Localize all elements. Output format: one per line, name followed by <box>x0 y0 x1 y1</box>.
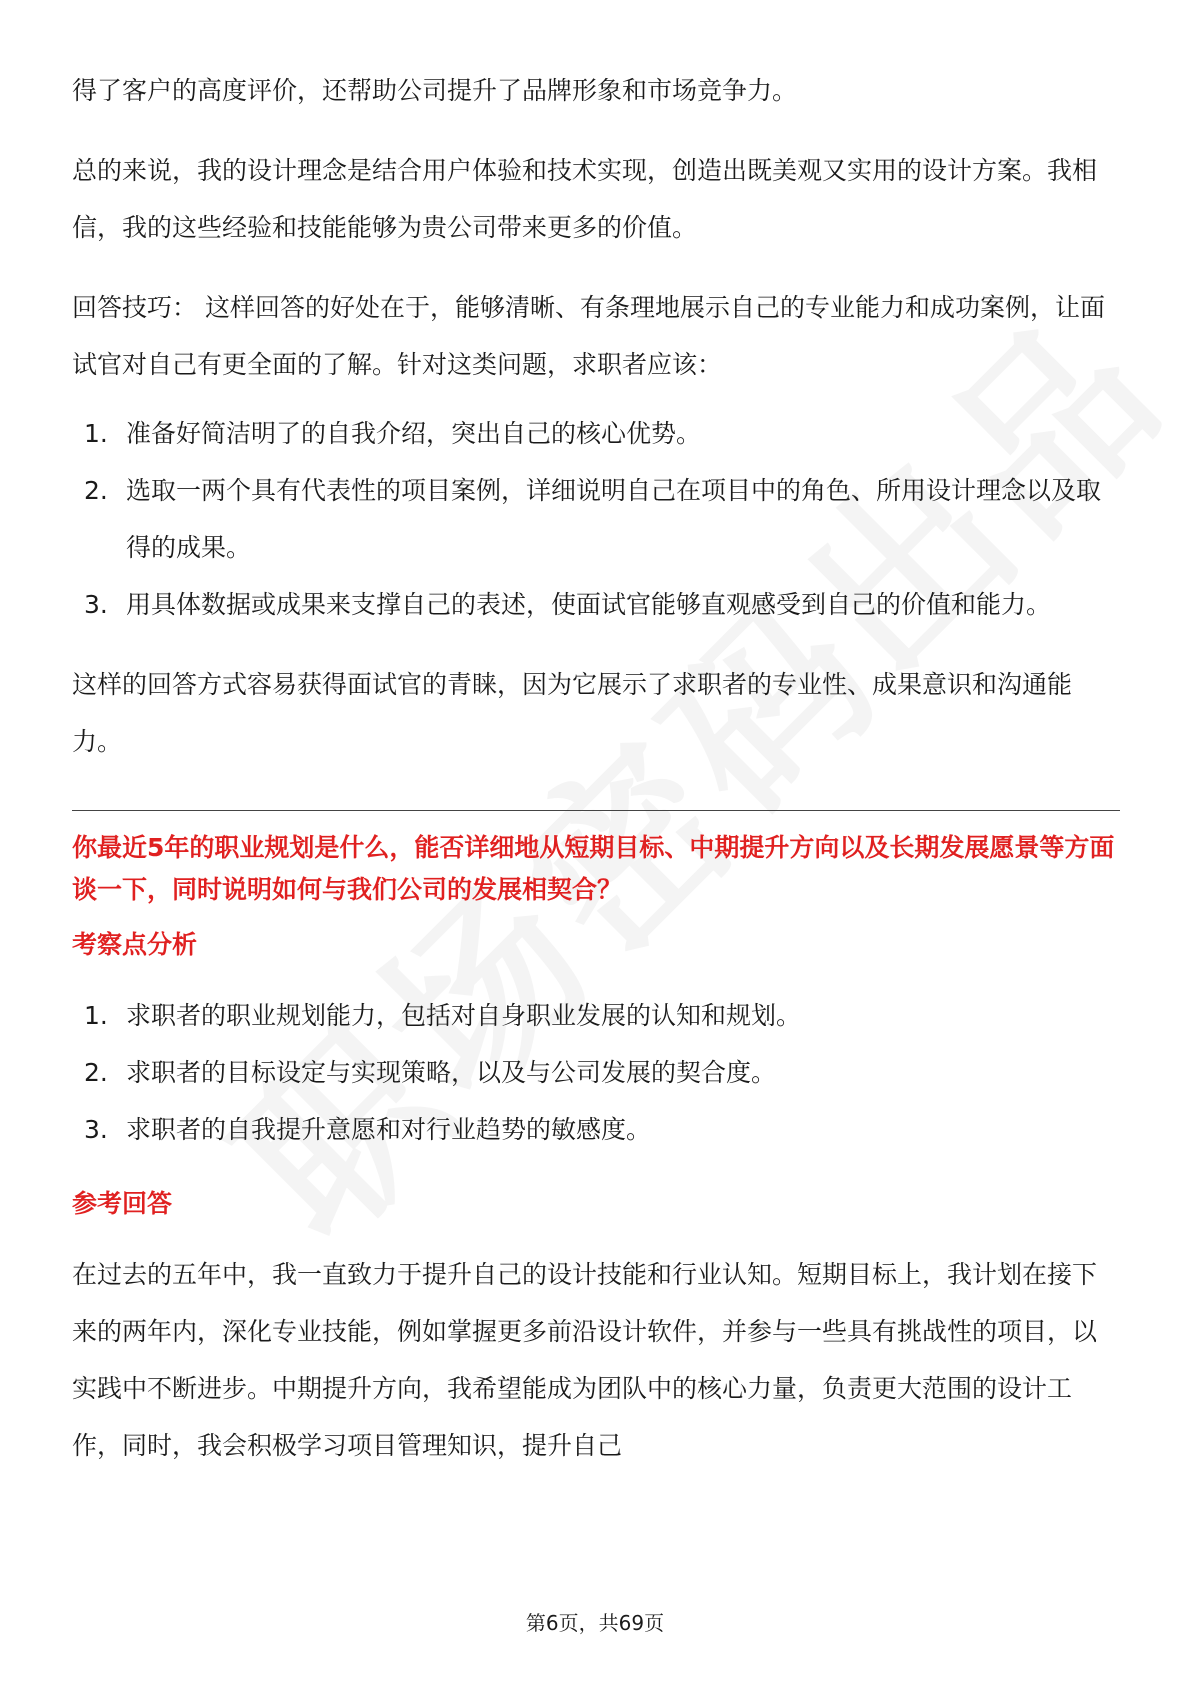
list-item-text: 准备好简洁明了的自我介绍，突出自己的核心优势。 <box>126 419 702 448</box>
answer-tips-paragraph: 回答技巧： 这样回答的好处在于，能够清晰、有条理地展示自己的专业能力和成功案例，让面试官对自己有更全面的了解。针对这类问题，求职者应该： <box>72 293 1105 379</box>
list-number: 2. <box>84 476 108 505</box>
list-number: 3. <box>84 1115 108 1144</box>
interview-question: 你最近5年的职业规划是什么，能否详细地从短期目标、中期提升方向以及长期发展愿景等方面谈一下，同时说明如何与我们公司的发展相契合？ <box>72 833 1115 904</box>
analysis-heading: 考察点分析 <box>72 930 198 959</box>
list-number: 1. <box>84 419 108 448</box>
answer-heading: 参考回答 <box>72 1189 173 1218</box>
tips-list <box>72 405 1120 633</box>
list-item-text: 用具体数据或成果来支撑自己的表述，使面试官能够直观感受到自己的价值和能力。 <box>126 590 1052 619</box>
list-number: 3. <box>84 590 108 619</box>
answer-paragraph: 在过去的五年中，我一直致力于提升自己的设计技能和行业认知。短期目标上，我计划在接下来的两年内，深化专业技能，例如掌握更多前沿设计软件，并参与一些具有挑战性的项目，以实践中不断进步。中期提升方向，我希望能成为团队中的核心力量，负责更大范围的设计工作，同时，我会积极学习项目管理知识，提升自己 <box>72 1260 1098 1460</box>
closing-paragraph: 这样的回答方式容易获得面试官的青睐，因为它展示了求职者的专业性、成果意识和沟通能力。 <box>72 670 1073 756</box>
list-item <box>72 1101 1120 1158</box>
intro-paragraph-1: 得了客户的高度评价，还帮助公司提升了品牌形象和市场竞争力。 <box>72 76 798 105</box>
list-number: 2. <box>84 1058 108 1087</box>
list-item <box>72 1044 1120 1101</box>
intro-paragraph-2: 总的来说，我的设计理念是结合用户体验和技术实现，创造出既美观又实用的设计方案。我相信，我的这些经验和技能能够为贵公司带来更多的价值。 <box>72 156 1098 242</box>
page-number-footer: 第6页，共69页 <box>525 1611 665 1635</box>
list-item-text: 选取一两个具有代表性的项目案例，详细说明自己在项目中的角色、所用设计理念以及取得的成果。 <box>126 476 1102 562</box>
list-item <box>72 405 1120 462</box>
list-item <box>72 576 1120 633</box>
list-item-text: 求职者的自我提升意愿和对行业趋势的敏感度。 <box>126 1115 652 1144</box>
page-content <box>72 62 1120 1474</box>
list-item <box>72 987 1120 1044</box>
list-item <box>72 462 1120 576</box>
analysis-list <box>72 987 1120 1158</box>
list-number: 1. <box>84 1001 108 1030</box>
list-item-text: 求职者的目标设定与实现策略，以及与公司发展的契合度。 <box>126 1058 777 1087</box>
list-item-text: 求职者的职业规划能力，包括对自身职业发展的认知和规划。 <box>126 1001 802 1030</box>
